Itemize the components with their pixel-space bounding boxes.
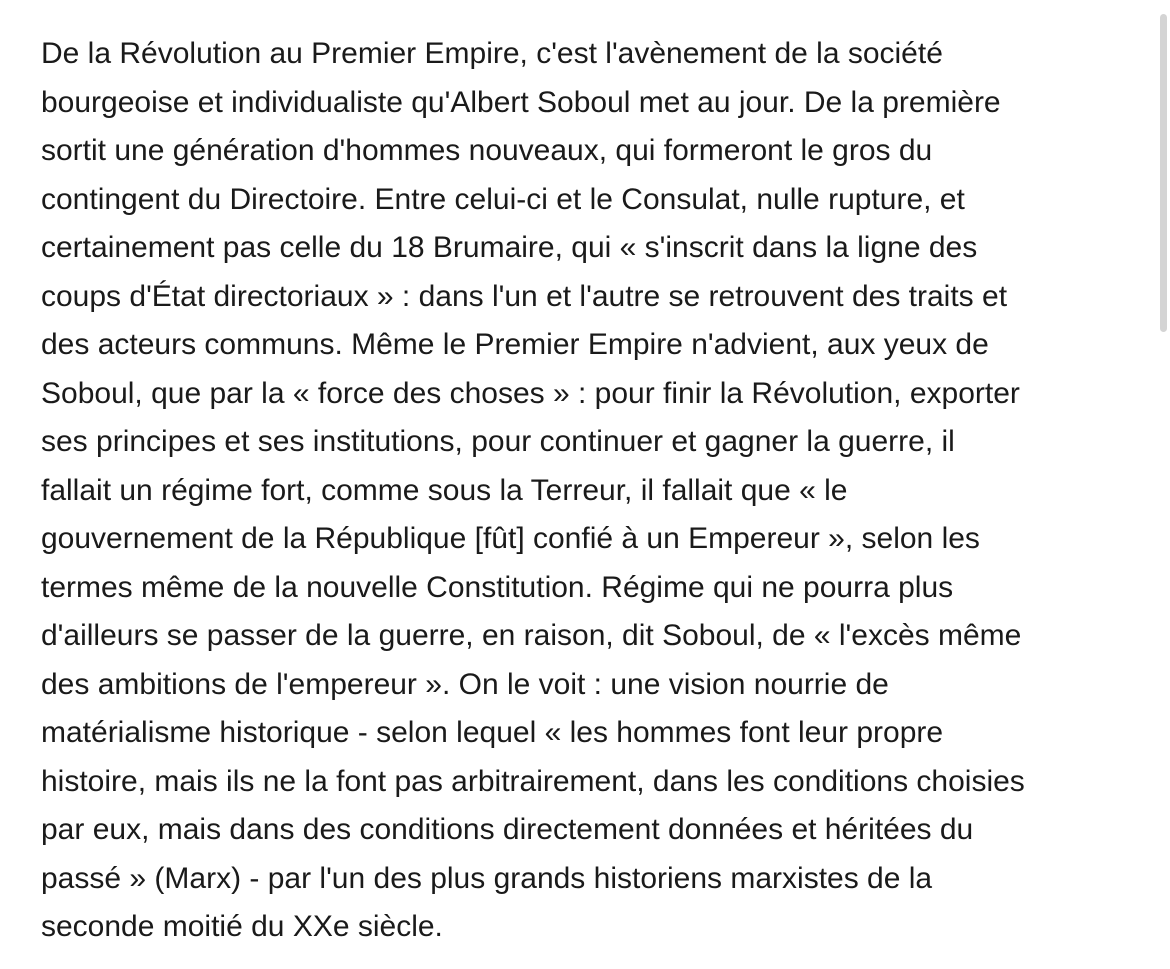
text-line: De la Révolution au Premier Empire, c'est l'avènement de la société	[41, 37, 943, 70]
article-paragraph	[41, 30, 1141, 952]
text-line: d'ailleurs se passer de la guerre, en raison, dit Soboul, de « l'excès même	[41, 619, 1022, 652]
text-line: seconde moitié du XXe siècle.	[41, 910, 443, 943]
scrollbar-thumb[interactable]	[1160, 14, 1167, 332]
text-line: par eux, mais dans des conditions directement données et héritées du	[41, 813, 974, 846]
article-body	[41, 30, 1141, 952]
text-line: histoire, mais ils ne la font pas arbitrairement, dans les conditions choisies	[41, 764, 1025, 798]
text-line: Soboul, que par la « force des choses » : pour finir la Révolution, exporter	[41, 376, 1020, 410]
text-line: gouvernement de la République [fût] confié à un Empereur », selon les	[41, 522, 980, 555]
text-line: ses principes et ses institutions, pour continuer et gagner la guerre, il	[41, 425, 955, 458]
text-line: termes même de la nouvelle Constitution. Régime qui ne pourra plus	[41, 570, 954, 604]
text-line: matérialisme historique - selon lequel « les hommes font leur propre	[41, 716, 944, 749]
text-line: sortit une génération d'hommes nouveaux, qui formeront le gros du	[41, 134, 933, 167]
text-line: des acteurs communs. Même le Premier Empire n'advient, aux yeux de	[41, 328, 989, 361]
text-line: certainement pas celle du 18 Brumaire, qui « s'inscrit dans la ligne des	[41, 231, 978, 264]
text-line: fallait un régime fort, comme sous la Terreur, il fallait que « le	[41, 473, 848, 507]
text-line: bourgeoise et individualiste qu'Albert Soboul met au jour. De la première	[41, 85, 1001, 119]
text-line: des ambitions de l'empereur ». On le voit : une vision nourrie de	[41, 667, 889, 701]
text-line: contingent du Directoire. Entre celui-ci et le Consulat, nulle rupture, et	[41, 182, 965, 216]
text-line: passé » (Marx) - par l'un des plus grands historiens marxistes de la	[41, 861, 933, 895]
text-line: coups d'État directoriaux » : dans l'un et l'autre se retrouvent des traits et	[41, 279, 1008, 313]
vertical-scrollbar[interactable]	[1156, 0, 1170, 969]
